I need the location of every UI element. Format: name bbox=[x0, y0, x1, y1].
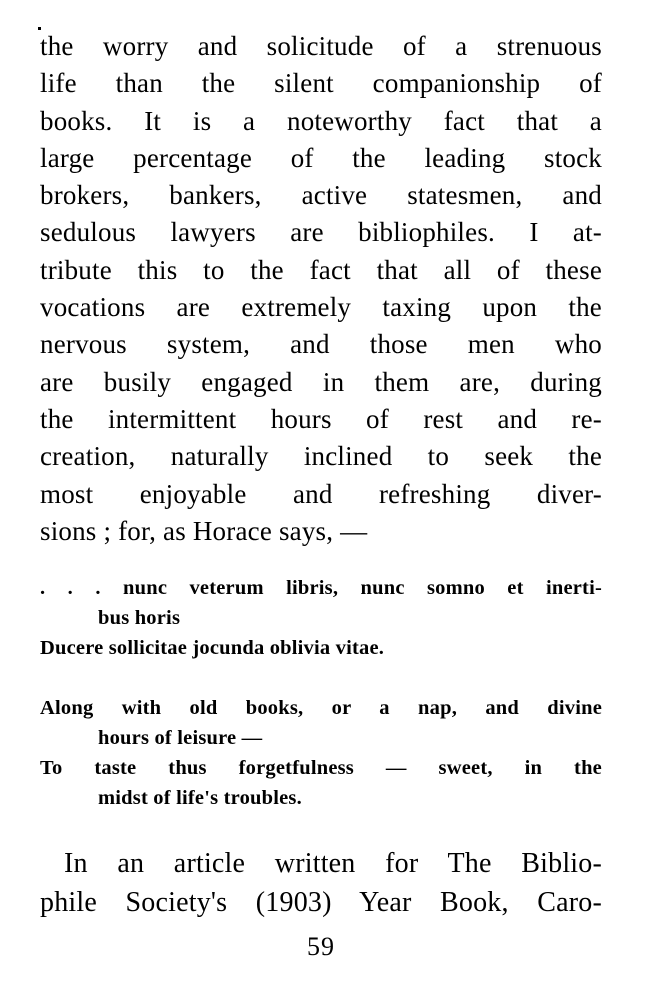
closing-text-line: In an article written for The Biblio- bbox=[64, 848, 602, 880]
body-text-line: books. It is a noteworthy fact that a bbox=[40, 105, 602, 136]
latin-quote-line: Ducere sollicitae jocunda oblivia vitae. bbox=[40, 637, 385, 660]
text-block bbox=[40, 28, 602, 965]
verse-translation-line: To taste thus forgetfulness — sweet, in the bbox=[40, 757, 602, 780]
closing-paragraph bbox=[40, 844, 602, 922]
closing-text-line: phile Society's (1903) Year Book, Caro- bbox=[40, 887, 602, 919]
verse-translation bbox=[40, 693, 602, 813]
verse-translation-line: Along with old books, or a nap, and divine bbox=[40, 697, 602, 720]
body-text-line: creation, naturally inclined to seek the bbox=[40, 441, 602, 472]
verse-translation-line: midst of life's troubles. bbox=[98, 787, 302, 810]
body-text-line: sedulous lawyers are bibliophiles. I at- bbox=[40, 217, 602, 248]
body-text-line: vocations are extremely taxing upon the bbox=[40, 292, 602, 323]
body-text-line: most enjoyable and refreshing diver- bbox=[40, 478, 602, 509]
body-text-line: brokers, bankers, active statesmen, and bbox=[40, 180, 602, 211]
latin-quote-line: bus horis bbox=[98, 607, 181, 630]
body-text-line: are busily engaged in them are, during bbox=[40, 366, 602, 397]
latin-quote bbox=[40, 573, 602, 663]
page-number: 59 bbox=[307, 932, 335, 962]
body-text-line: the intermittent hours of rest and re- bbox=[40, 403, 602, 434]
body-text-line: large percentage of the leading stock bbox=[40, 142, 602, 173]
body-text-line: sions ; for, as Horace says, — bbox=[40, 515, 368, 546]
latin-quote-line: . . . nunc veterum libris, nunc somno et inerti- bbox=[40, 577, 602, 600]
main-paragraph bbox=[40, 28, 602, 550]
body-text-line: the worry and solicitude of a strenuous bbox=[40, 31, 602, 61]
body-text-line: life than the silent companionship of bbox=[40, 68, 602, 99]
verse-translation-line: hours of leisure — bbox=[98, 727, 263, 750]
body-text-line: nervous system, and those men who bbox=[40, 329, 602, 360]
body-text-line: tribute this to the fact that all of these bbox=[40, 254, 602, 285]
